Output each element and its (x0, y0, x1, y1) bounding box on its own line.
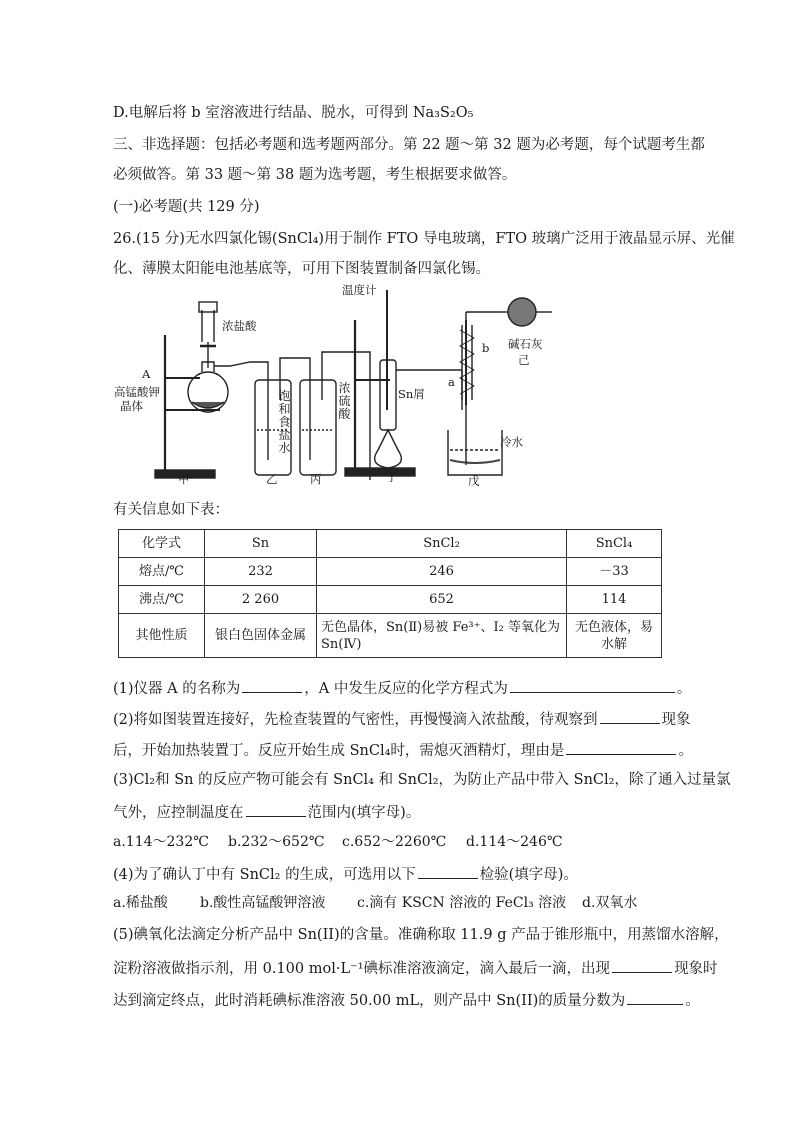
label-b-port: b (482, 341, 490, 355)
bottle-bing (300, 380, 336, 475)
apparatus-drawing (150, 290, 570, 485)
question-4 (113, 862, 578, 885)
question-3-line-2 (113, 800, 420, 823)
q4-option-c: c.滴有 KSCN 溶液的 FeCl₃ 溶液 (357, 895, 567, 911)
label-conc-hcl: 浓盐酸 (222, 319, 257, 333)
label-sn-scrap: Sn屑 (398, 387, 425, 401)
table-cell: 114 (567, 586, 662, 614)
q2-text-a: (2)将如图装置连接好，先检查装置的气密性，再慢慢滴入浓盐酸，待观察到 (113, 712, 598, 728)
tube-jia-yi (214, 362, 268, 384)
answer-blank[interactable] (418, 862, 478, 879)
table-cell: 652 (317, 586, 567, 614)
table-row (119, 586, 662, 614)
q4-option-a: a.稀盐酸 (113, 895, 168, 911)
question-2-line-2 (113, 738, 693, 761)
answer-blank[interactable] (242, 676, 302, 693)
q3-text-c: 范围内(填字母)。 (307, 805, 421, 821)
q4-option-b: b.酸性高锰酸钾溶液 (200, 895, 326, 911)
q5-text-d: 达到滴定终点，此时消耗碘标准溶液 50.00 mL，则产品中 Sn(II)的质量分数为 (113, 993, 626, 1009)
beaker (448, 430, 502, 475)
unit-label-wu: 戊 (468, 474, 480, 488)
answer-blank[interactable] (246, 800, 306, 817)
q1-text-c: 。 (676, 681, 692, 697)
answer-blank[interactable] (566, 738, 676, 755)
unit-label-bing: 丙 (310, 472, 322, 486)
apparatus-diagram (114, 283, 570, 488)
table-cell: 无色液体，易水解 (567, 614, 662, 658)
label-a: A (142, 367, 151, 381)
q3-option-b: b.232～652℃ (228, 834, 325, 850)
q4-option-d: d.双氧水 (582, 895, 638, 911)
option-d-text: D.电解后将 b 室溶液进行结晶、脱水，可得到 Na₃S₂O₅ (113, 105, 474, 121)
table-cell: 246 (317, 558, 567, 586)
question-5-line-1: (5)碘氧化法滴定分析产品中 Sn(II)的含量。准确称取 11.9 g 产品于锥形瓶中，用蒸馏水溶解， (113, 927, 729, 943)
table-header-cell: SnCl₄ (567, 530, 662, 558)
label-kmno4: 高锰酸钾 (114, 385, 160, 399)
question-26-stem-2: 化、薄膜太阳能电池基底等，可用下图装置制备四氯化锡。 (113, 261, 490, 277)
table-header-cell: SnCl₂ (317, 530, 567, 558)
section-instructions: 必须做答。第 33 题～第 38 题为选考题，考生根据要求做答。 (113, 167, 517, 183)
label-cold-water: 冷水 (500, 435, 523, 449)
table-cell: －33 (567, 558, 662, 586)
q1-text-b: ，A 中发生反应的化学方程式为 (304, 681, 508, 697)
q4-text-b: 检验(填字母)。 (479, 867, 578, 883)
table-header-cell: 化学式 (119, 530, 205, 558)
label-sat-nacl: 饱和食盐水 (278, 389, 291, 455)
q5-text-c: 现象时 (674, 961, 718, 977)
section-heading: 三、非选择题：包括必考题和选考题两部分。第 22 题～第 32 题为必考题，每个试题考生都 (113, 137, 705, 153)
unit-label-jia: 甲 (178, 472, 190, 486)
table-cell: 无色晶体，Sn(Ⅱ)易被 Fe³⁺、I₂ 等氧化为 Sn(Ⅳ) (317, 614, 567, 658)
label-soda-lime: 碱石灰 (508, 337, 543, 351)
q2-text-b: 现象 (661, 712, 691, 728)
q1-text-a: (1)仪器 A 的名称为 (113, 681, 241, 697)
properties-table (118, 529, 662, 658)
table-row (119, 614, 662, 658)
table-cell: 银白色固体金属 (205, 614, 317, 658)
unit-label-yi: 乙 (266, 472, 278, 486)
table-cell: 2 260 (205, 586, 317, 614)
table-header-row (119, 530, 662, 558)
subsection-heading: (一)必考题(共 129 分) (113, 199, 260, 215)
sep-funnel (202, 310, 214, 342)
label-thermometer: 温度计 (342, 283, 377, 297)
question-3-line-1: (3)Cl₂和 Sn 的反应产物可能会有 SnCl₄ 和 SnCl₂，为防止产品中带入 SnCl₂，除了通入过量氯 (113, 772, 731, 788)
alcohol-lamp (375, 430, 402, 468)
q3-option-c: c.652～2260℃ (342, 834, 447, 850)
answer-blank[interactable] (600, 707, 660, 724)
answer-blank[interactable] (510, 676, 675, 693)
table-cell: 熔点/℃ (119, 558, 205, 586)
answer-blank[interactable] (612, 956, 672, 973)
table-cell: 232 (205, 558, 317, 586)
question-5-line-2 (113, 956, 718, 979)
q4-text-a: (4)为了确认丁中有 SnCl₂ 的生成，可选用以下 (113, 867, 416, 883)
question-26-stem-1: 26.(15 分)无水四氯化锡(SnCl₄)用于制作 FTO 导电玻璃，FTO 玻璃广泛用于液晶显示屏、光催 (113, 231, 735, 247)
q3-option-d: d.114～246℃ (466, 834, 563, 850)
stand-base-ding (345, 468, 415, 476)
q5-text-b: 淀粉溶液做指示剂，用 0.100 mol·L⁻¹碘标准溶液滴定，滴入最后一滴，出现 (113, 961, 611, 977)
table-header-cell: Sn (205, 530, 317, 558)
q3-text-b: 气外，应控制温度在 (113, 805, 244, 821)
q2-text-c: 后，开始加热装置丁。反应开始生成 SnCl₄时，需熄灭酒精灯，理由是 (113, 743, 565, 759)
flask-contents (192, 402, 224, 408)
label-conc-h2so4: 浓硫酸 (338, 381, 351, 421)
question-2-line-1 (113, 707, 691, 730)
table-cell: 沸点/℃ (119, 586, 205, 614)
label-crystal: 晶体 (120, 399, 143, 413)
question-5-line-3 (113, 988, 700, 1011)
table-intro: 有关信息如下表： (113, 502, 229, 518)
table-cell: 其他性质 (119, 614, 205, 658)
q5-text-e: 。 (685, 993, 700, 1009)
label-a-port: a (448, 375, 455, 389)
q3-option-a: a.114～232℃ (113, 834, 209, 850)
q2-text-d: 。 (678, 743, 693, 759)
drying-tube (508, 298, 536, 326)
answer-blank[interactable] (627, 988, 683, 1005)
unit-label-ding: 丁 (386, 470, 398, 484)
label-ji: 己 (518, 353, 530, 367)
table-row (119, 558, 662, 586)
question-1 (113, 676, 691, 699)
